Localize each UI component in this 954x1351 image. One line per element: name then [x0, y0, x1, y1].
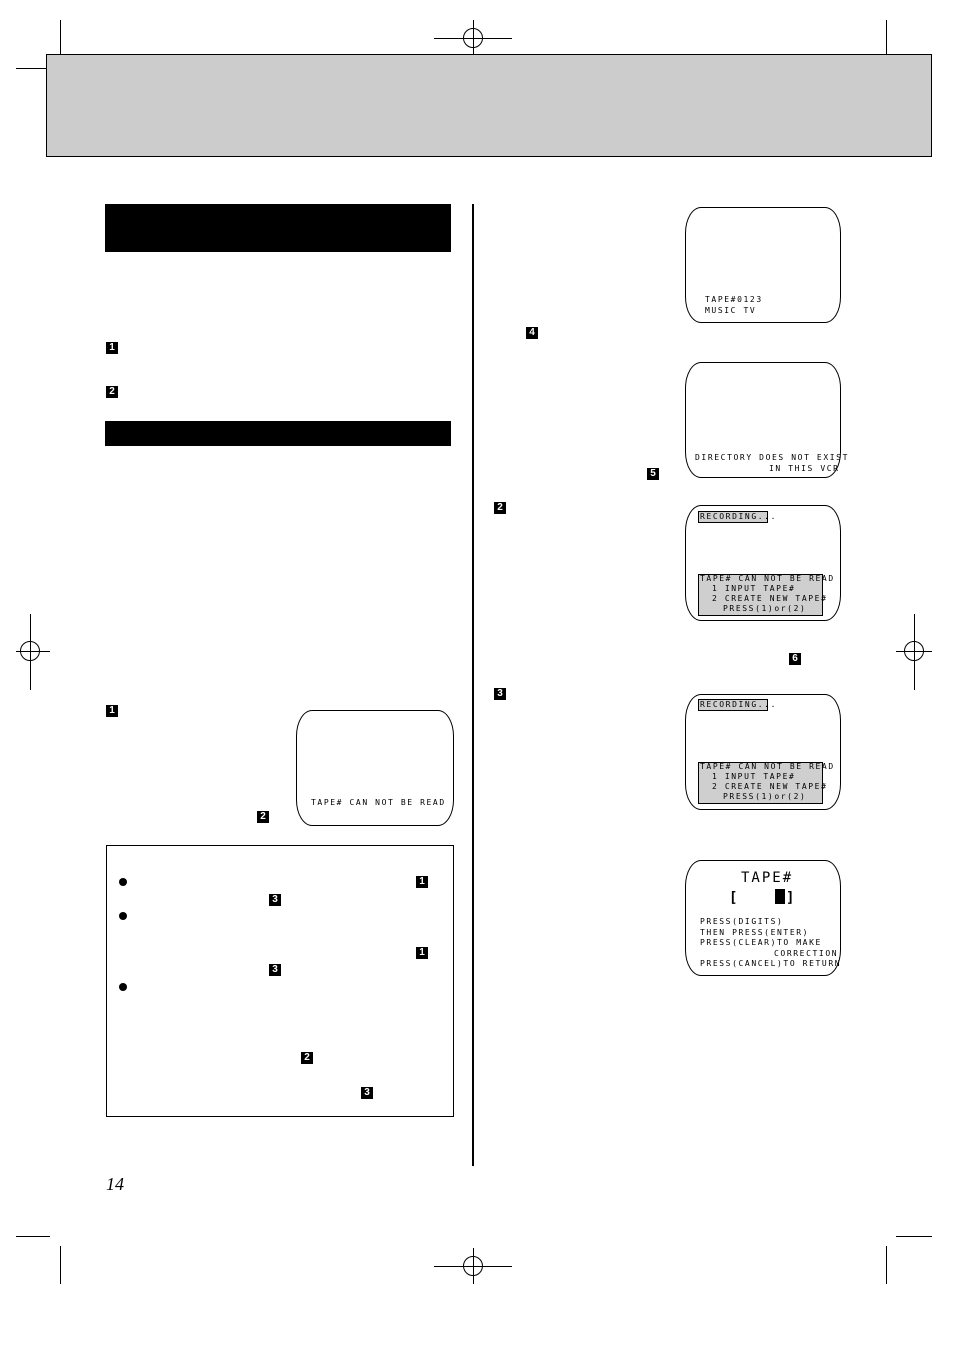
header-band — [46, 54, 932, 157]
step-marker: 6 — [789, 653, 801, 665]
osd-text: MUSIC TV — [705, 306, 757, 315]
osd-status: RECORDING... — [700, 512, 777, 521]
osd-text: IN THIS VCR — [769, 464, 840, 473]
registration-circle — [20, 641, 40, 661]
osd-bracket: [ — [729, 890, 740, 906]
osd-text: PRESS(1)or(2) — [723, 604, 807, 613]
bullet — [119, 878, 127, 886]
tv-screen-recording-menu — [685, 694, 841, 810]
step-marker: 1 — [416, 876, 428, 888]
osd-menu-option: 1 INPUT TAPE# — [712, 772, 796, 781]
crop-mark — [896, 1236, 932, 1237]
subsection-title-bar — [105, 421, 451, 446]
step-marker: 2 — [301, 1052, 313, 1064]
osd-text: PRESS(CANCEL)TO RETURN — [700, 959, 842, 968]
osd-status: RECORDING... — [700, 700, 777, 709]
osd-menu-option: 2 CREATE NEW TAPE# — [712, 594, 828, 603]
osd-text: CORRECTION — [774, 949, 839, 958]
step-marker: 2 — [257, 811, 269, 823]
step-marker: 1 — [416, 947, 428, 959]
section-title-bar — [105, 204, 451, 252]
tv-screen-directory — [685, 362, 849, 478]
tv-screen-tape-number — [685, 207, 841, 323]
osd-bracket: ] — [786, 890, 797, 906]
osd-text: THEN PRESS(ENTER) — [700, 928, 810, 937]
osd-menu-option: 1 INPUT TAPE# — [712, 584, 796, 593]
registration-circle — [904, 641, 924, 661]
osd-text: PRESS(DIGITS) — [700, 917, 784, 926]
registration-circle — [463, 1256, 483, 1276]
step-marker: 1 — [106, 342, 118, 354]
page-number: 14 — [106, 1174, 124, 1194]
step-marker: 2 — [106, 386, 118, 398]
crop-mark — [60, 1246, 61, 1284]
note-box — [106, 845, 454, 1117]
tv-screen-recording-menu — [685, 505, 841, 621]
osd-text: TAPE# CAN NOT BE READ — [700, 762, 835, 771]
step-marker: 5 — [647, 468, 659, 480]
bullet — [119, 983, 127, 991]
crop-mark — [16, 1236, 50, 1237]
crop-mark — [16, 68, 50, 69]
osd-text: TAPE#0123 — [705, 295, 763, 304]
bullet — [119, 912, 127, 920]
osd-text: TAPE# CAN NOT BE READ — [311, 798, 446, 807]
osd-text: DIRECTORY DOES NOT EXIST — [695, 453, 849, 462]
step-marker: 3 — [269, 894, 281, 906]
osd-text: PRESS(CLEAR)TO MAKE — [700, 938, 822, 947]
registration-circle — [463, 28, 483, 48]
step-marker: 2 — [494, 502, 506, 514]
tv-screen-input-tape — [685, 860, 841, 976]
tv-screen-cannot-read — [296, 710, 454, 826]
step-marker: 3 — [494, 688, 506, 700]
step-marker: 3 — [269, 964, 281, 976]
osd-text: TAPE# CAN NOT BE READ — [700, 574, 835, 583]
step-marker: 1 — [106, 705, 118, 717]
step-marker: 4 — [526, 327, 538, 339]
column-divider — [472, 204, 474, 1166]
step-marker: 3 — [361, 1087, 373, 1099]
osd-menu-option: 2 CREATE NEW TAPE# — [712, 782, 828, 791]
cursor-block — [775, 889, 785, 904]
osd-text: PRESS(1)or(2) — [723, 792, 807, 801]
osd-title: TAPE# — [741, 870, 794, 886]
crop-mark — [886, 1246, 887, 1284]
